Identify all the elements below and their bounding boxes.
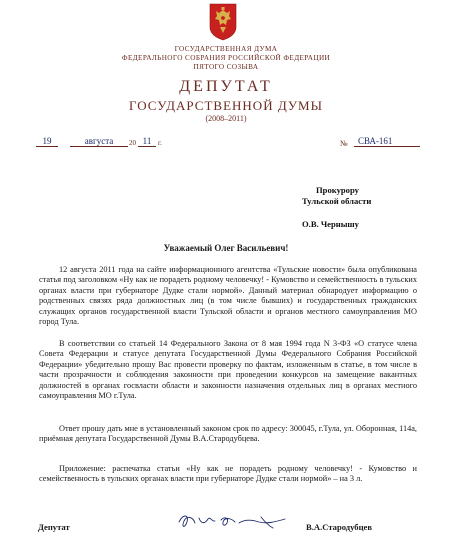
letterhead-title: ДЕПУТАТ: [179, 78, 273, 95]
coat-of-arms-icon: [209, 3, 237, 41]
handwritten-signature: [175, 508, 300, 534]
number-sign: №: [340, 139, 348, 148]
org-line-1: ГОСУДАРСТВЕННАЯ ДУМА: [174, 45, 278, 53]
letterhead-years: (2008–2011): [205, 114, 247, 123]
body-paragraph-2: В соответствии со статьей 14 Федерального Закона от 8 мая 1994 года N 3-ФЗ «О статусе члена Совета Федерации и статусе депутата Государственной Думы Федерального Собрания Российской Федерации» убедительно прошу Вас провести проверку по фактам, изложенным в статье, в том числе в части прозрачности и соблюдения законности при проведении конкурсов на замещение вакантных должностей в органах госвласти области и законности назначения отдельных лиц в органах местного самоуправления МО г.Тула.: [39, 339, 417, 401]
date-year: 11: [138, 136, 156, 147]
org-line-2: ФЕДЕРАЛЬНОГО СОБРАНИЯ РОССИЙСКОЙ ФЕДЕРАЦИИ: [121, 54, 331, 62]
signer-position: Депутат: [38, 522, 70, 532]
date-year-unit: г.: [158, 139, 162, 147]
body-paragraph-1: 12 августа 2011 года на сайте информационного агентства «Тульские новости» была опубликована статья под заголовком «Ну как не порадеть родному человечку! - Кумовство и семейственность в тульских органах власти при губернаторе Дудке стали нормой». Данный материал обнародует информацию о родственных связях ряда должностных лиц (в том числе бывших) и государственных гражданских служащих органов государственной власти Тульской области и органов местного самоуправления МО город Тула.: [39, 265, 417, 327]
salutation: Уважаемый Олег Васильевич!: [163, 243, 289, 253]
addressee-line-3: О.В. Чернышу: [302, 219, 359, 229]
document-number: СВА-161: [354, 136, 420, 147]
addressee-line-2: Тульской области: [302, 196, 372, 206]
signer-name: В.А.Стародубцев: [306, 522, 373, 532]
date-month: августа: [70, 136, 128, 147]
body-paragraph-3: Ответ прошу дать мне в установленный законом срок по адресу: 300045, г.Тула, ул. Оборонная, 114а, приёмная депутата Государственной Думы В.А.Стародубцева.: [39, 424, 417, 444]
date-day: 19: [36, 136, 58, 147]
date-year-prefix: 20: [129, 139, 136, 147]
org-line-3: ПЯТОГО СОЗЫВА: [193, 63, 259, 71]
attachment-paragraph: Приложение: распечатка статьи «Ну как не порадеть родному человечку! - Кумовство и семейственность в тульских органах власти при губернаторе Дудке стали нормой» – на 3 л.: [39, 464, 417, 484]
letterhead-subtitle: ГОСУДАРСТВЕННОЙ ДУМЫ: [129, 98, 323, 113]
addressee-line-1: Прокурору: [316, 185, 359, 195]
